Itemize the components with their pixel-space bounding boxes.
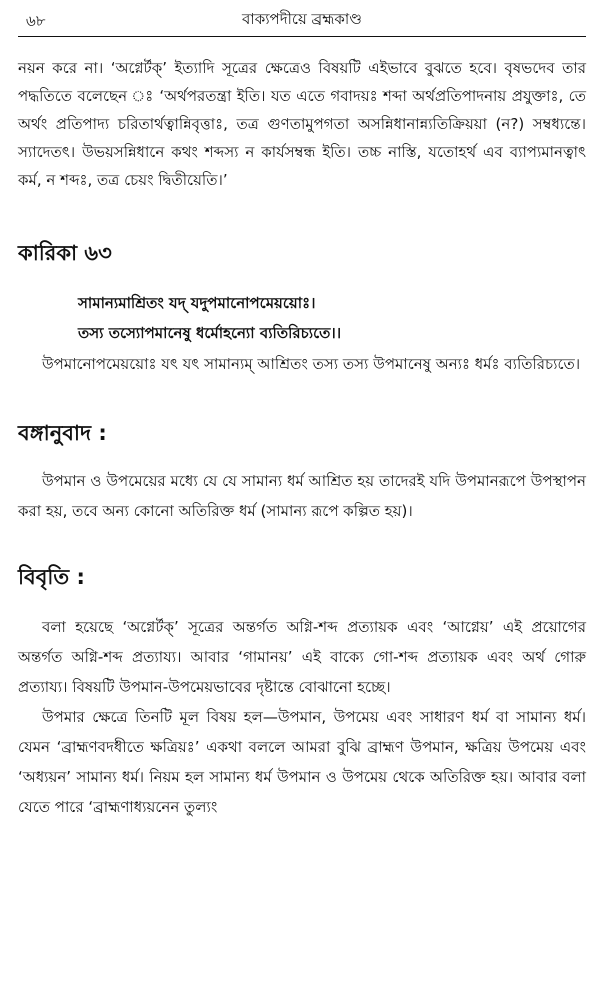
header-rule xyxy=(18,36,586,37)
opening-paragraph: নয়ন করে না। ‘অগ্নের্টক্’ ইত্যাদি সূত্রের ক্ষেত্রেও বিষয়টি এইভাবে বুঝতে হবে। বৃষভদেব তার পদ্ধতিতে বলেছেন ঃ ‘অর্থপরতন্ত্রা ইতি। যত এতে গবাদয়ঃ শব্দা অর্থপ্রতিপাদনায় প্রযুক্তাঃ, তে অর্থং প্রতিপাদ্য চরিতার্থত্বান্নিবৃত্তাঃ, তত্র গুণতামুপগতা অসন্নিধানান্ন্যতিক্রিয়য়া (ন?) সম্বধ্যন্তে। স্যাদেতৎ। উভয়সন্নিধানে কথং শব্দস্য ন কার্যসম্বন্ধ ইতি। তচ্চ নাস্তি, যতোহর্থ এব ব্যাপ্যমানত্বাৎ কর্ম, ন শব্দঃ, তত্র চেয়ং দ্বিতীয়েতি।’ xyxy=(18,59,586,189)
karika-gloss: উপমানোপমেয়য়োঃ যৎ যৎ সামান্যম্ আশ্রিতং তস্য তস্য উপমানেষু অন্যঃ ধর্মঃ ব্যতিরিচ্যতে। xyxy=(42,355,581,373)
verse-line-2: তস্য তস্যোপমানেষু ধর্মোহন্যো ব্যতিরিচ্যতে।। xyxy=(78,324,342,342)
karika-verse xyxy=(18,288,586,348)
explanation-paragraph-1: বলা হয়েছে ‘অগ্নের্টক্’ সূত্রের অন্তর্গত অগ্নি-শব্দ প্রত্যায়ক এবং ‘আগ্নেয়’ এই প্রয়োগের অন্তর্গত অগ্নি-শব্দ প্রত্যায্য। আবার ‘গামানয়’ এই বাক্যে গো-শব্দ প্রত্যায়ক এবং অর্থ গোরু প্রত্যায্য। বিষয়টি উপমান-উপমেয়ভাবের দৃষ্টান্তে বোঝানো হচ্ছে। xyxy=(18,618,586,696)
page-header xyxy=(18,0,586,38)
karika-heading: কারিকা ৬৩ xyxy=(18,241,112,265)
explanation-heading: বিবৃতি : xyxy=(18,565,85,589)
explanation-paragraph-2: উপমার ক্ষেত্রে তিনটি মূল বিষয় হল—উপমান, উপমেয় এবং সাধারণ ধর্ম বা সামান্য ধর্ম। যেমন ‘ব্রাহ্মণবদধীতে ক্ষত্রিয়ঃ’ একথা বললে আমরা বুঝি ব্রাহ্মণ উপমান, ক্ষত্রিয় উপমেয় এবং ‘অধ্যয়ন’ সামান্য ধর্ম। নিয়ম হল সামান্য ধর্ম উপমান ও উপমেয় থেকে অতিরিক্ত হয়। আবার বলা যেতে পারে ‘ব্রাহ্মণাধ্যয়নেন তুল্যং xyxy=(18,708,586,816)
translation-heading: বঙ্গানুবাদ : xyxy=(18,421,107,445)
page-number: ৬৮ xyxy=(26,12,46,30)
verse-line-1: সামান্যমাশ্রিতং যদ্ যদুপমানোপমেয়য়োঃ। xyxy=(78,294,316,312)
translation-paragraph: উপমান ও উপমেয়ের মধ্যে যে যে সামান্য ধর্ম আশ্রিত হয় তাদেরই যদি উপমানরূপে উপস্থাপন করা হয়, তবে অন্য কোনো অতিরিক্ত ধর্ম (সামান্য রূপে কল্পিত হয়)। xyxy=(18,472,586,520)
running-title: বাক্যপদীয়ে ব্রহ্মকাণ্ড xyxy=(242,10,362,28)
